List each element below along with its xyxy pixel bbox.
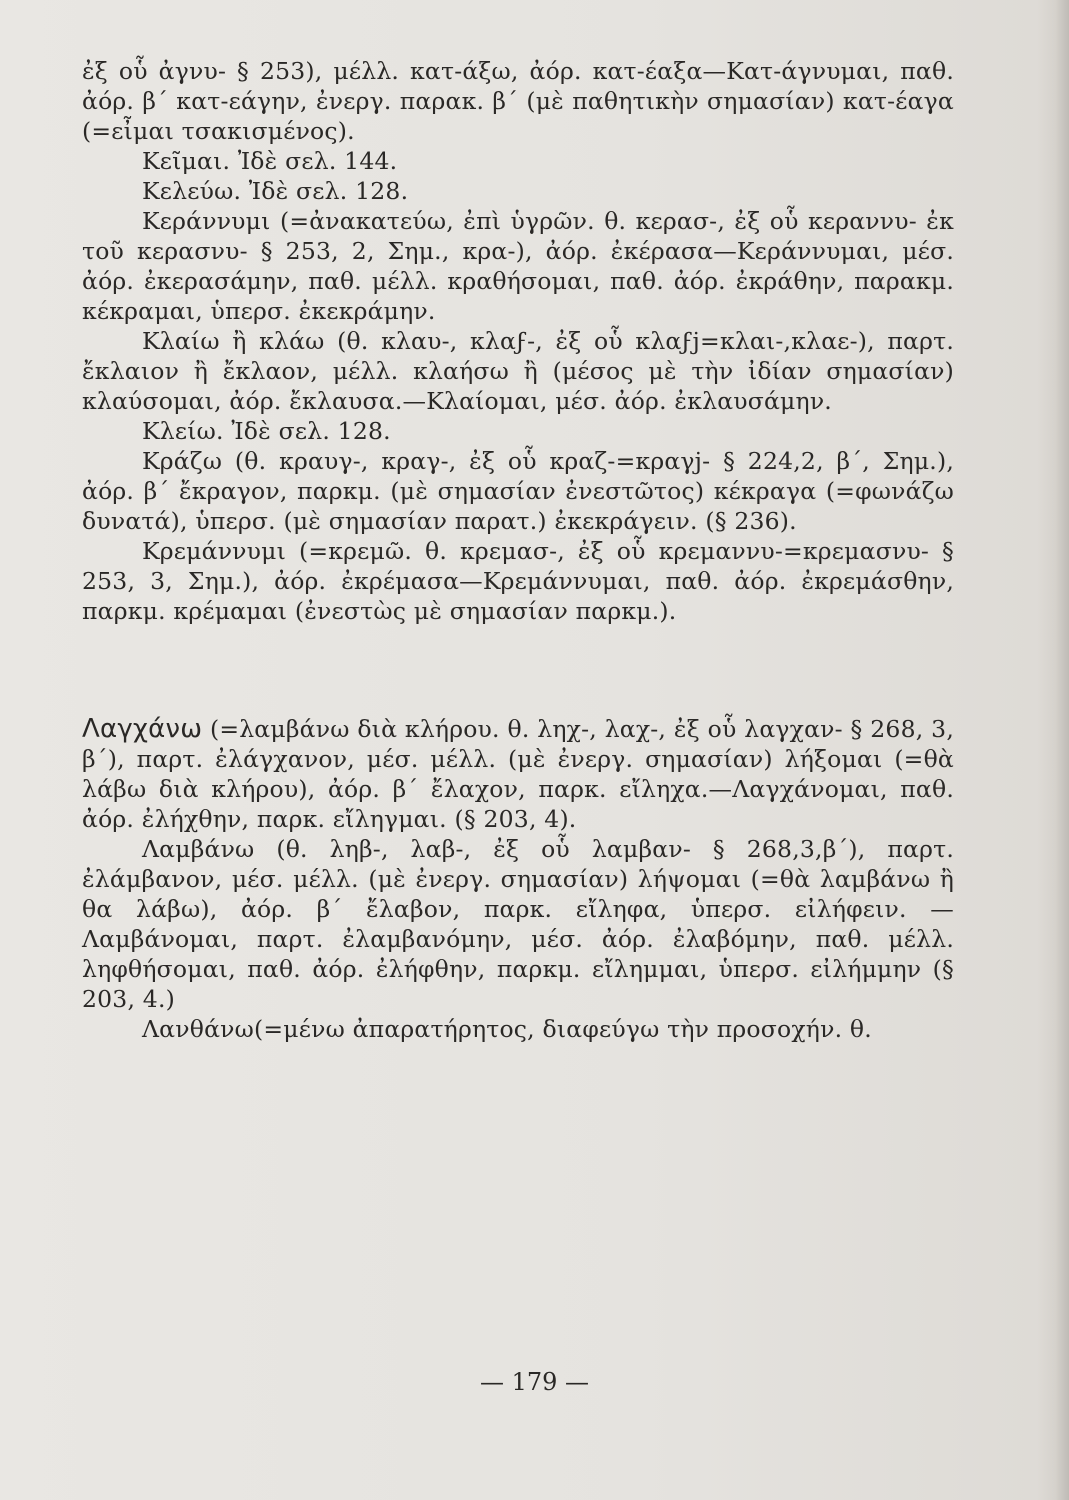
entry-katagnymi-continuation: ἐξ οὗ ἀγνυ- § 253), μέλλ. κατ-άξω, ἀόρ. κατ-έαξα—Κατ-άγνυμαι, παθ. ἀόρ. β΄ κατ-εάγην, ἐνεργ. παρακ. β΄ (μὲ παθητικὴν σημασίαν) κατ-έαγα (=εἶμαι τσακισμένος). bbox=[82, 57, 954, 145]
entry-kleio: Κλείω. Ἰδὲ σελ. 128. bbox=[142, 417, 391, 445]
entry-kerannymi: Κεράννυμι (=ἀνακατεύω, ἐπὶ ὑγρῶν. θ. κερασ-, ἐξ οὗ κεραννυ- ἐκ τοῦ κερασνυ- § 253, 2, Σημ., κρα-), ἀόρ. ἐκέρασα—Κεράννυμαι, μέσ. ἀόρ. ἐκερασάμην, παθ. μέλλ. κραθήσομαι, παθ. ἀόρ. ἐκράθην, παρακμ. κέκραμαι, ὑπερσ. ἐκεκράμην. bbox=[82, 207, 954, 325]
page-edge-shadow bbox=[1055, 0, 1069, 1500]
entry-lagchano bbox=[82, 714, 954, 834]
page-number: — 179 — bbox=[479, 1368, 590, 1396]
entry-keleuo: Κελεύω. Ἰδὲ σελ. 128. bbox=[142, 177, 409, 205]
entry-lagchano-body: (=λαμβάνω διὰ κλήρου. θ. ληχ-, λαχ-, ἐξ οὗ λαγχαν- § 268, 3, β΄), παρτ. ἐλάγχανον, μέσ. μέλλ. (μὲ ἐνεργ. σημασίαν) λήξομαι (=θὰ λάβω διὰ κλήρου), ἀόρ. β΄ ἔλαχον, παρκ. εἴληχα.—Λαγχάνομαι, παθ. ἀόρ. ἐλήχθην, παρκ. εἴληγμαι. (§ 203, 4). bbox=[82, 715, 954, 833]
entry-lanthano: Λανθάνω(=μένω ἀπαρατήρητος, διαφεύγω τὴν προσοχήν. θ. bbox=[142, 1015, 872, 1043]
entry-kremannymi: Κρεμάννυμι (=κρεμῶ. θ. κρεμασ-, ἐξ οὗ κρεμαννυ-=κρεμασνυ- § 253, 3, Σημ.), ἀόρ. ἐκρέμασα—Κρεμάννυμαι, παθ. ἀόρ. ἐκρεμάσθην, παρκμ. κρέμαμαι (ἐνεστὼς μὲ σημασίαν παρκμ.). bbox=[82, 537, 954, 625]
section-headword: Λαγχάνω bbox=[82, 714, 203, 744]
dictionary-text bbox=[82, 56, 954, 1044]
entry-klaio: Κλαίω ἢ κλάω (θ. κλαυ-, κλαϝ-, ἐξ οὗ κλαϝj=κλαι-,κλαε-), παρτ. ἔκλαιον ἢ ἔκλαον, μέλλ. κλαήσω ἢ (μέσος μὲ τὴν ἰδίαν σημασίαν) κλαύσομαι, ἀόρ. ἔκλαυσα.—Κλαίομαι, μέσ. ἀόρ. ἐκλαυσάμην. bbox=[82, 327, 954, 415]
section-gap bbox=[82, 626, 954, 714]
entry-lambano: Λαμβάνω (θ. ληβ-, λαβ-, ἐξ οὗ λαμβαν- § 268,3,β΄), παρτ. ἐλάμβανον, μέσ. μέλλ. (μὲ ἐνεργ. σημασίαν) λήψομαι (=θὰ λαμβάνω ἢ θα λάβω), ἀόρ. β΄ ἔλαβον, παρκ. εἴληφα, ὑπερσ. εἰλήφειν. —Λαμβάνομαι, παρτ. ἐλαμβανόμην, μέσ. ἀόρ. ἐλαβόμην, παθ. μέλλ. ληφθήσομαι, παθ. ἀόρ. ἐλήφθην, παρκμ. εἴλημμαι, ὑπερσ. εἰλήμμην (§ 203, 4.) bbox=[82, 835, 954, 1013]
entry-keimai: Κεῖμαι. Ἰδὲ σελ. 144. bbox=[142, 147, 398, 175]
entry-krazo: Κράζω (θ. κραυγ-, κραγ-, ἐξ οὗ κραζ-=κραγj- § 224,2, β΄, Σημ.), ἀόρ. β΄ ἔκραγον, παρκμ. (μὲ σημασίαν ἐνεστῶτος) κέκραγα (=φωνάζω δυνατά), ὑπερσ. (μὲ σημασίαν παρατ.) ἐκεκράγειν. (§ 236). bbox=[82, 447, 954, 535]
